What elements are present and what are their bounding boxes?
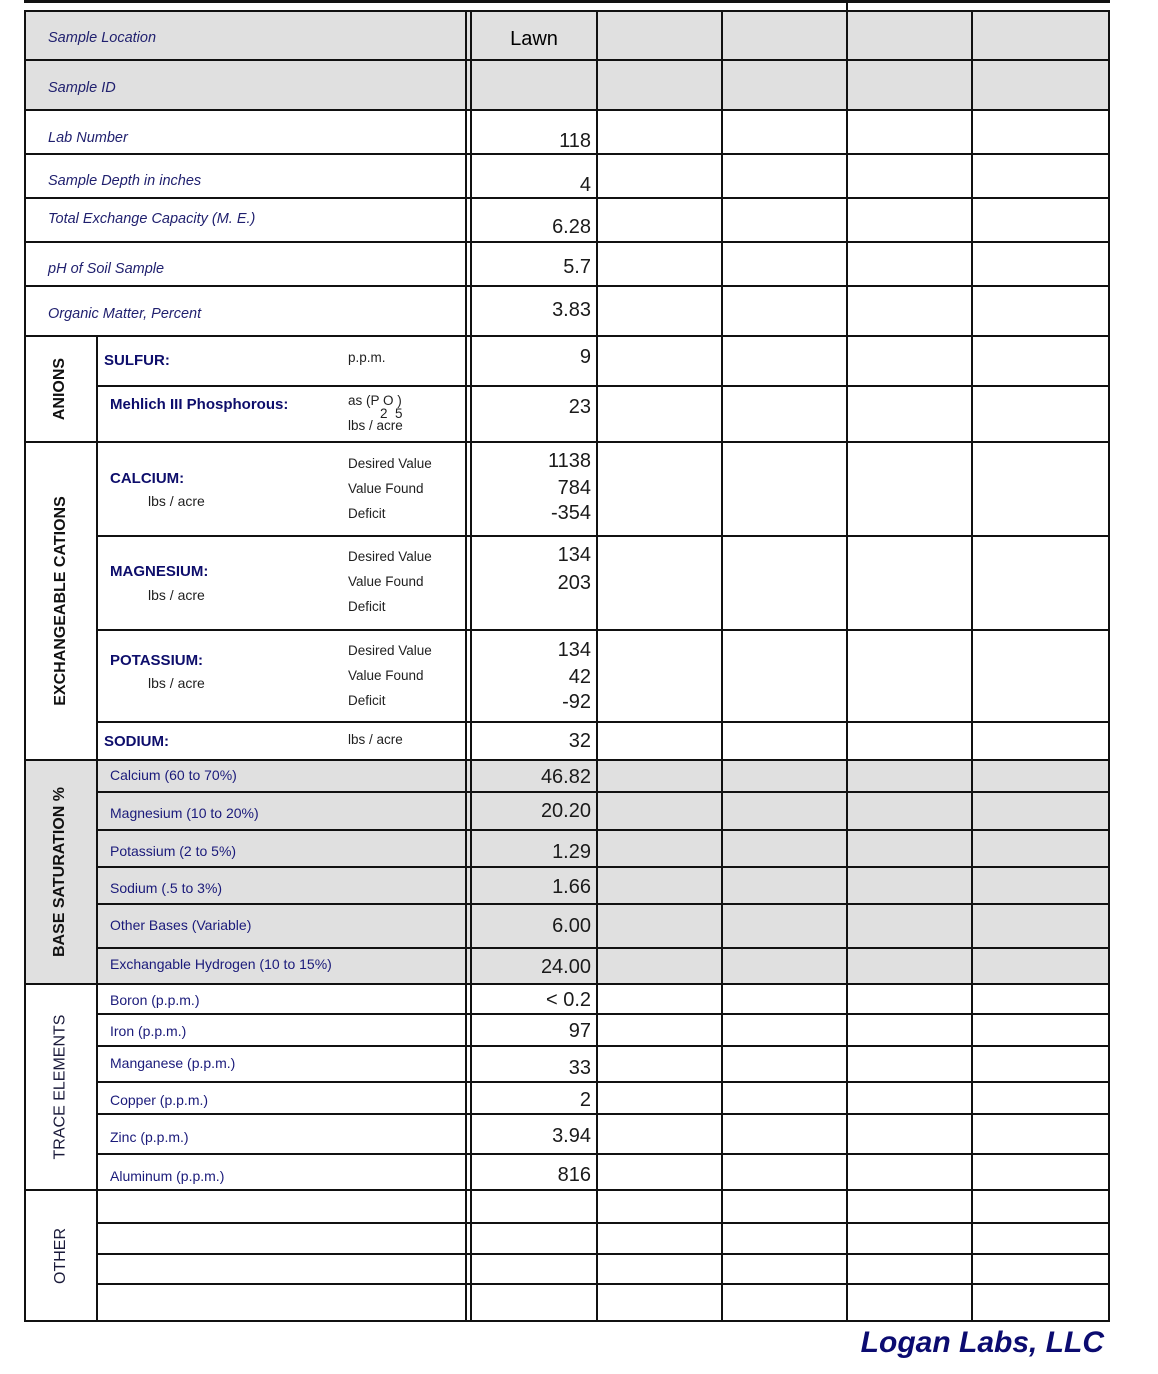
trace-value: 33 <box>568 1057 591 1079</box>
label-potassium: POTASSIUM: <box>110 652 204 669</box>
unit-calcium: lbs / acre <box>148 493 205 509</box>
bs-label: Sodium (.5 to 3%) <box>110 880 223 896</box>
grid-line <box>96 336 98 1322</box>
calcium-found-value: 784 <box>557 477 591 499</box>
trace-label: Zinc (p.p.m.) <box>110 1129 189 1145</box>
calcium-deficit-label: Deficit <box>348 506 386 521</box>
label-lab-number: Lab Number <box>48 130 128 146</box>
section-cations-title: EXCHANGEABLE CATIONS <box>51 496 69 706</box>
unit-sodium: lbs / acre <box>348 732 403 747</box>
grid-line <box>97 947 1110 949</box>
magnesium-found-value: 203 <box>557 572 591 594</box>
unit-sulfur: p.p.m. <box>348 350 386 365</box>
bs-label: Calcium (60 to 70%) <box>110 767 237 783</box>
grid-line <box>24 241 1110 243</box>
value-ph: 5.7 <box>563 256 591 278</box>
unit-phosphorous-line1: as (P O ) <box>348 393 402 408</box>
value-organic-matter: 3.83 <box>552 299 591 321</box>
grid-line <box>97 1283 1110 1285</box>
label-phosphorous: Mehlich III Phosphorous: <box>110 396 289 413</box>
bs-value: 1.29 <box>552 841 591 863</box>
grid-line <box>24 153 1110 155</box>
grid-line <box>97 1253 1110 1255</box>
grid-line <box>97 1222 1110 1224</box>
bs-label: Exchangable Hydrogen (10 to 15%) <box>110 956 332 972</box>
bs-value: 1.66 <box>552 876 591 898</box>
soil-report-table <box>24 10 1110 1322</box>
label-magnesium: MAGNESIUM: <box>110 563 209 580</box>
grid-line <box>24 441 1110 443</box>
label-sulfur: SULFUR: <box>104 352 170 369</box>
value-tec: 6.28 <box>552 216 591 238</box>
value-phosphorous: 23 <box>568 396 591 418</box>
trace-label: Aluminum (p.p.m.) <box>110 1168 225 1184</box>
section-trace-elements-title: TRACE ELEMENTS <box>51 1014 69 1160</box>
bs-value: 20.20 <box>540 800 591 822</box>
bs-value: 46.82 <box>540 766 591 788</box>
bs-value: 24.00 <box>540 956 591 978</box>
unit-phosphorous-line2: lbs / acre <box>348 418 403 433</box>
grid-line <box>846 10 848 1322</box>
potassium-desired-label: Desired Value <box>348 643 432 658</box>
section-anions-title: ANIONS <box>51 357 69 421</box>
label-tec: Total Exchange Capacity (M. E.) <box>48 211 256 227</box>
magnesium-desired-label: Desired Value <box>348 549 432 564</box>
trace-value: < 0.2 <box>545 989 591 1011</box>
brand-logo-text: Logan Labs, LLC <box>860 1326 1104 1359</box>
magnesium-deficit-label: Deficit <box>348 599 386 614</box>
magnesium-desired-value: 134 <box>557 544 591 566</box>
grid-line <box>24 759 1110 761</box>
grid-line <box>596 10 598 1322</box>
bs-label: Other Bases (Variable) <box>110 917 252 933</box>
unit-magnesium: lbs / acre <box>148 587 205 603</box>
grid-line <box>24 983 1110 985</box>
grid-line <box>24 335 1110 337</box>
grid-line <box>97 1045 1110 1047</box>
top-border <box>24 0 1110 3</box>
potassium-deficit-label: Deficit <box>348 693 386 708</box>
grid-line <box>24 285 1110 287</box>
calcium-desired-value: 1138 <box>547 450 591 472</box>
bs-label: Magnesium (10 to 20%) <box>110 805 259 821</box>
grid-line <box>24 109 1110 111</box>
trace-value: 2 <box>579 1089 591 1111</box>
grid-line <box>971 10 973 1322</box>
calcium-found-label: Value Found <box>348 481 424 496</box>
trace-value: 3.94 <box>552 1125 591 1147</box>
potassium-found-value: 42 <box>568 666 591 688</box>
label-calcium: CALCIUM: <box>110 470 185 487</box>
label-sample-depth: Sample Depth in inches <box>48 173 202 189</box>
unit-potassium: lbs / acre <box>148 675 205 691</box>
value-lab-number: 118 <box>559 130 591 152</box>
trace-label: Boron (p.p.m.) <box>110 992 200 1008</box>
grid-line <box>97 385 1110 387</box>
bs-value: 6.00 <box>552 915 591 937</box>
trace-value: 97 <box>568 1020 591 1042</box>
grid-line <box>97 1113 1110 1115</box>
grid-line <box>24 197 1110 199</box>
grid-line <box>24 59 1110 61</box>
magnesium-found-label: Value Found <box>348 574 424 589</box>
grid-line <box>24 1189 1110 1191</box>
section-base-saturation-title: BASE SATURATION % <box>51 786 69 958</box>
trace-label: Manganese (p.p.m.) <box>110 1055 236 1071</box>
grid-line <box>97 1081 1110 1083</box>
label-organic-matter: Organic Matter, Percent <box>48 306 202 322</box>
unit-phosphorous-subscripts: 2 5 <box>380 406 403 421</box>
trace-value: 816 <box>557 1164 591 1186</box>
table-border <box>24 10 1110 1322</box>
label-sample-location: Sample Location <box>48 30 157 46</box>
section-other-title: OTHER <box>51 1228 69 1284</box>
grid-line <box>97 629 1110 631</box>
grid-line <box>97 866 1110 868</box>
potassium-desired-value: 134 <box>557 639 591 661</box>
value-sulfur: 9 <box>579 346 591 368</box>
top-border-tick <box>846 0 848 10</box>
grid-line <box>97 1153 1110 1155</box>
potassium-found-label: Value Found <box>348 668 424 683</box>
label-sample-id: Sample ID <box>48 80 116 96</box>
grid-line <box>97 721 1110 723</box>
label-sodium: SODIUM: <box>104 733 169 750</box>
grid-line <box>721 10 723 1322</box>
grid-line <box>97 829 1110 831</box>
value-sample-location: Lawn <box>510 28 558 50</box>
grid-line <box>97 1013 1110 1015</box>
grid-line <box>97 535 1110 537</box>
calcium-deficit-value: -354 <box>550 502 591 524</box>
bs-label: Potassium (2 to 5%) <box>110 843 237 859</box>
grid-line <box>470 10 472 1322</box>
value-sample-depth: 4 <box>579 174 591 196</box>
trace-label: Iron (p.p.m.) <box>110 1023 187 1039</box>
grid-line <box>97 903 1110 905</box>
calcium-desired-label: Desired Value <box>348 456 432 471</box>
value-sodium: 32 <box>568 730 591 752</box>
potassium-deficit-value: -92 <box>562 691 591 713</box>
label-ph: pH of Soil Sample <box>48 261 165 277</box>
grid-line <box>97 791 1110 793</box>
grid-line <box>465 10 467 1322</box>
trace-label: Copper (p.p.m.) <box>110 1092 209 1108</box>
